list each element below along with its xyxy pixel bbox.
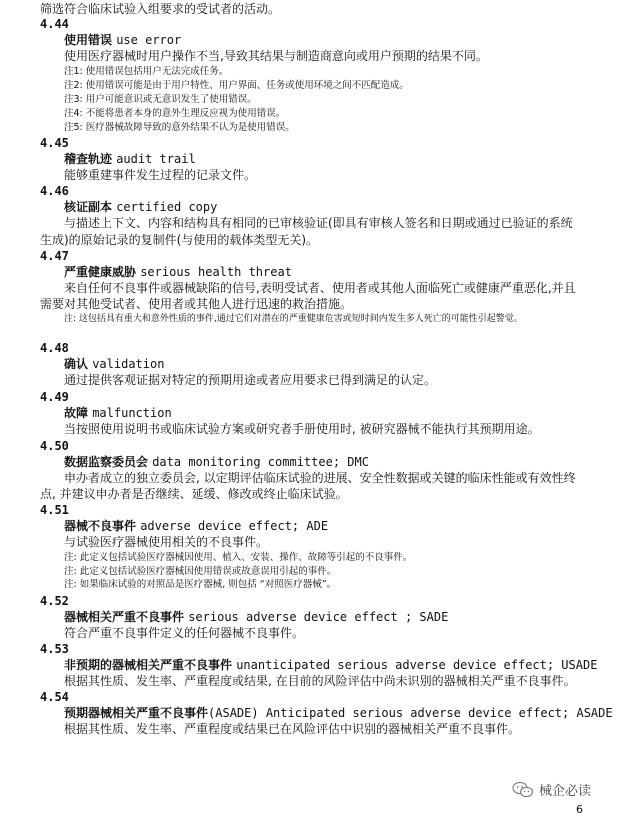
definition-text: 与试验医疗器械使用相关的不良事件。 <box>64 535 269 549</box>
definition-text: 能够重建事件发生过程的记录文件。 <box>64 168 257 182</box>
term-en: audit trail <box>116 152 196 166</box>
term-heading <box>64 659 597 671</box>
clause-number: 4.50 <box>40 439 69 453</box>
clause-number: 4.44 <box>40 17 69 31</box>
clause-number: 4.47 <box>40 249 69 263</box>
definition-text: 与描述上下文、内容和结构具有相同的已审核验证(即具有审核人签名和日期或通过已验证的系统 <box>64 216 573 230</box>
page-number: 6 <box>576 803 583 816</box>
term-zh: 器械相关严重不良事件 <box>64 610 185 624</box>
note-text: 注4: 不能将患者本身的意外生理反应视为使用错误。 <box>64 108 286 119</box>
clause-number: 4.52 <box>40 594 69 608</box>
clause-number: 4.51 <box>40 503 69 517</box>
term-zh: 器械不良事件 <box>64 519 137 533</box>
term-zh: 预期器械相关严重不良事件 <box>64 706 209 720</box>
definition-text: 根据其性质、发生率、严重程度或结果, 在目前的风险评估中尚未识别的器械相关严重不良事件。 <box>64 674 576 688</box>
term-zh: 严重健康威胁 <box>64 265 137 279</box>
term-en: unanticipated serious adverse device effect; USADE <box>236 658 598 672</box>
term-en: malfunction <box>92 406 172 420</box>
definition-text: 需要对其他受试者、使用者或其他人进行迅速的救治措施。 <box>40 297 353 311</box>
term-zh: 使用错误 <box>64 33 113 47</box>
term-heading <box>64 34 181 46</box>
term-heading <box>64 611 448 623</box>
clause-number: 4.46 <box>40 184 69 198</box>
term-zh: 确认 <box>64 357 89 371</box>
term-zh: 数据监察委员会 <box>64 455 149 469</box>
term-en: serious health threat <box>140 265 292 279</box>
note-text: 注: 这包括具有重大和意外性质的事件,通过它们对潜在的严重健康危害或短时间内发生多人死亡的可能性引起警觉。 <box>64 314 523 324</box>
term-heading <box>64 201 217 213</box>
definition-text: 符合严重不良事件定义的任何器械不良事件。 <box>64 626 305 640</box>
term-heading <box>64 407 172 419</box>
clause-number: 4.48 <box>40 341 69 355</box>
term-en: serious adverse device effect ; SADE <box>188 610 449 624</box>
note-text: 注: 此定义包括试验医疗器械因使用、植入、安装、操作、故障等引起的不良事件。 <box>64 552 413 563</box>
term-zh: 稽查轨迹 <box>64 152 113 166</box>
term-en: certified copy <box>116 200 218 214</box>
term-heading <box>64 456 369 468</box>
term-zh: 故障 <box>64 406 89 420</box>
watermark-text: 械企必读 <box>539 784 592 799</box>
clause-number: 4.54 <box>40 690 69 704</box>
note-text: 注2: 使用错误可能是由于用户特性、用户界面、任务或使用环境之间不匹配造成。 <box>64 80 409 91</box>
term-en: data monitoring committee; DMC <box>152 455 369 469</box>
note-text: 注: 如果临床试验的对照品是医疗器械, 则包括 “对照医疗器械”。 <box>64 579 337 590</box>
term-en: (ASADE) Anticipated serious adverse device effect; ASADE <box>208 706 613 720</box>
definition-text: 使用医疗器械时用户操作不当,导致其结果与制造商意向或用户预期的结果不同。 <box>64 49 488 63</box>
note-text: 注: 此定义包括试验医疗器械因使用错误或故意误用引起的事件。 <box>64 566 337 577</box>
definition-text: 当按照使用说明书或临床试验方案或研究者手册使用时, 被研究器械不能执行其预期用途。 <box>64 422 540 436</box>
note-text: 注1: 使用错误包括用户无法完成任务。 <box>64 66 229 77</box>
continuation-line: 筛选符合临床试验入组要求的受试者的活动。 <box>40 2 281 16</box>
definition-text: 生成)的原始记录的复制件(与使用的载体类型无关)。 <box>40 233 319 247</box>
term-zh: 非预期的器械相关严重不良事件 <box>64 658 233 672</box>
term-heading <box>64 358 164 370</box>
clause-number: 4.49 <box>40 390 69 404</box>
note-text: 注3: 用户可能意识或无意识发生了使用错误。 <box>64 94 257 105</box>
term-heading <box>64 520 328 532</box>
definition-text: 通过提供客观证据对特定的预期用途或者应用要求已得到满足的认定。 <box>64 373 437 387</box>
term-heading <box>64 707 613 719</box>
watermark <box>512 780 591 799</box>
term-en: validation <box>92 357 165 371</box>
term-en: adverse device effect; ADE <box>140 519 329 533</box>
wechat-icon <box>512 781 534 799</box>
definition-text: 根据其性质、发生率、严重程度或结果已在风险评估中识别的器械相关严重不良事件。 <box>64 722 521 736</box>
term-heading <box>64 266 292 278</box>
term-zh: 核证副本 <box>64 200 113 214</box>
clause-number: 4.45 <box>40 136 69 150</box>
definition-text: 点, 并建议申办者是否继续、延缓、修改或终止临床试验。 <box>40 487 348 501</box>
clause-number: 4.53 <box>40 642 69 656</box>
term-heading <box>64 153 196 165</box>
note-text: 注5: 医疗器械故障导致的意外结果不认为是使用错误。 <box>64 122 295 133</box>
term-en: use error <box>116 33 182 47</box>
definition-text: 申办者成立的独立委员会, 以定期评估临床试验的进展、安全性数据或关键的临床性能或有效性终 <box>64 471 576 485</box>
definition-text: 来自任何不良事件或器械缺陷的信号,表明受试者、使用者或其他人面临死亡或健康严重恶化,并且 <box>64 281 576 295</box>
